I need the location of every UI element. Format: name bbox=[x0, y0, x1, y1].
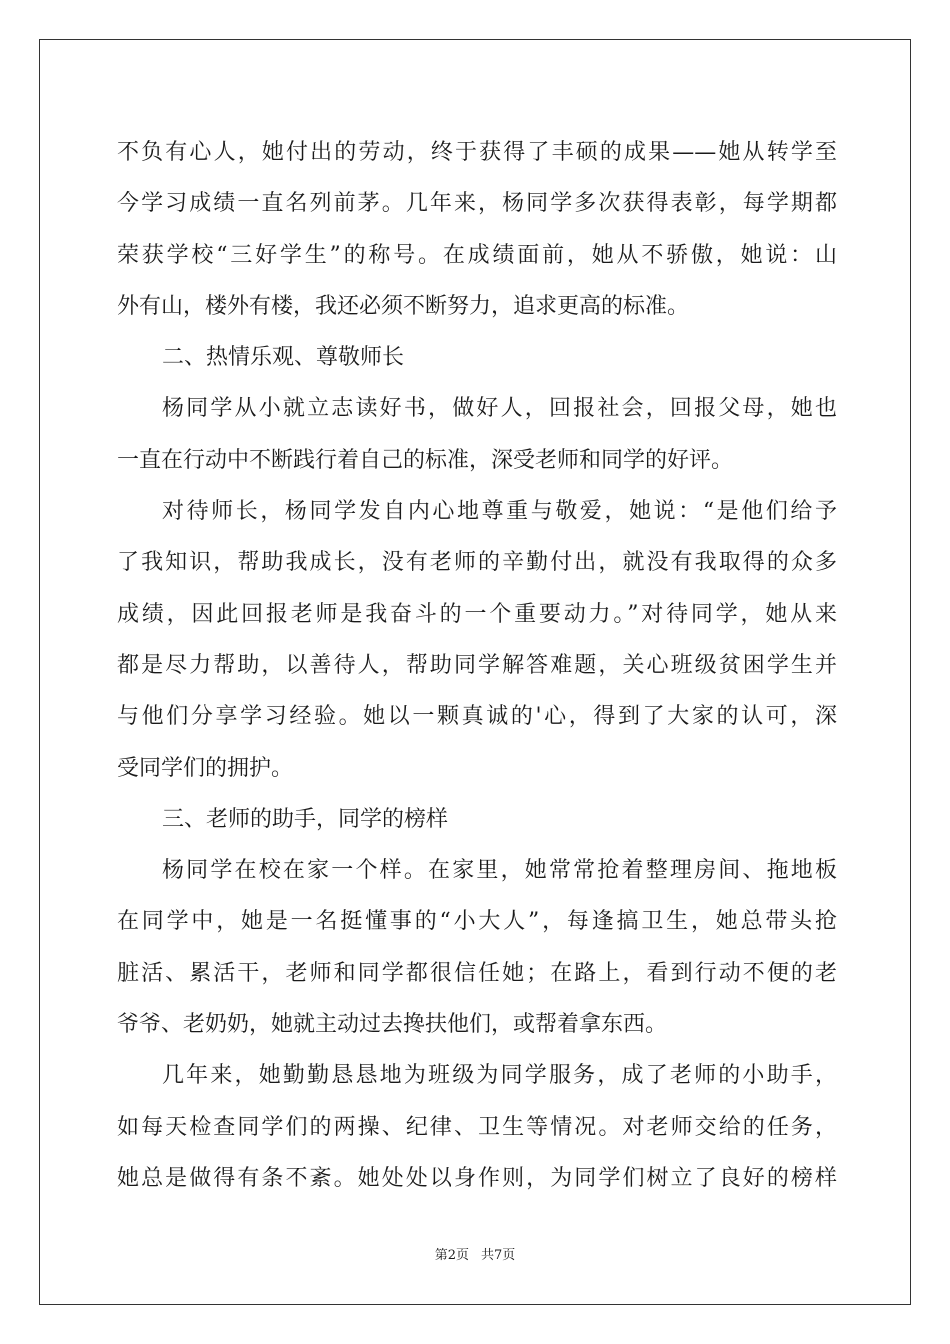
text-line: 外有山，楼外有楼，我还必须不断努力，追求更高的标准。 bbox=[117, 293, 690, 319]
text-line: 几年来，她勤勤恳恳地为班级为同学服务，成了老师的小助手， bbox=[162, 1063, 837, 1089]
document-body bbox=[117, 127, 837, 1204]
section-heading: 二、热情乐观、尊敬师长 bbox=[162, 345, 405, 371]
text-line: 荣获学校“三好学生”的称号。在成绩面前，她从不骄傲，她说：山 bbox=[117, 242, 837, 268]
page-total: 共7页 bbox=[481, 1248, 516, 1263]
text-line: 脏活、累活干，老师和同学都很信任她；在路上，看到行动不便的老 bbox=[117, 960, 837, 986]
page-footer bbox=[0, 1247, 950, 1265]
text-line: 不负有心人，她付出的劳动，终于获得了丰硕的成果——她从转学至 bbox=[117, 140, 837, 165]
text-line: 今学习成绩一直名列前茅。几年来，杨同学多次获得表彰，每学期都 bbox=[117, 191, 837, 217]
text-line: 受同学们的拥护。 bbox=[117, 755, 294, 781]
text-line: 了我知识，帮助我成长，没有老师的辛勤付出，就没有我取得的众多 bbox=[117, 550, 837, 576]
text-line: 一直在行动中不断践行着自己的标准，深受老师和同学的好评。 bbox=[117, 447, 734, 473]
text-line: 如每天检查同学们的两操、纪律、卫生等情况。对老师交给的任务， bbox=[117, 1114, 837, 1140]
text-line: 成绩，因此回报老师是我奋斗的一个重要动力。”对待同学，她从来 bbox=[117, 601, 837, 627]
text-line: 她总是做得有条不紊。她处处以身作则，为同学们树立了良好的榜样 bbox=[117, 1165, 837, 1191]
text-line: 杨同学在校在家一个样。在家里，她常常抢着整理房间、拖地板 bbox=[162, 858, 837, 884]
text-line: 杨同学从小就立志读好书，做好人，回报社会，回报父母，她也 bbox=[162, 396, 837, 422]
text-line: 在同学中，她是一名挺懂事的“小大人”，每逢搞卫生，她总带头抢 bbox=[117, 909, 837, 935]
page-number: 第2页 bbox=[434, 1248, 469, 1263]
text-line: 对待师长，杨同学发自内心地尊重与敬爱，她说：“是他们给予 bbox=[162, 499, 837, 525]
section-heading: 三、老师的助手，同学的榜样 bbox=[162, 806, 449, 832]
text-line: 爷爷、老奶奶，她就主动过去搀扶他们，或帮着拿东西。 bbox=[117, 1012, 668, 1038]
text-line: 与他们分享学习经验。她以一颗真诚的'心，得到了大家的认可，深 bbox=[117, 704, 837, 730]
text-line: 都是尽力帮助，以善待人，帮助同学解答难题，关心班级贫困学生并 bbox=[117, 652, 837, 678]
